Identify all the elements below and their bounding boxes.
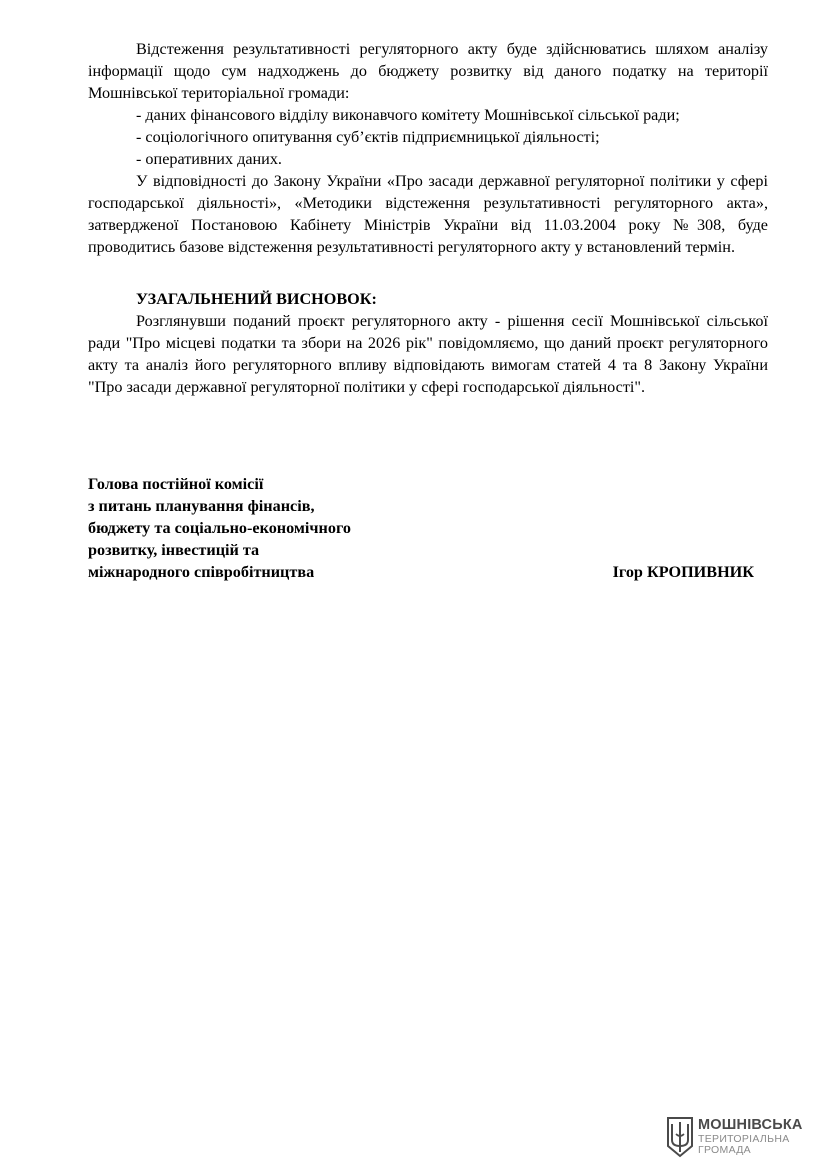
- signature-position-line: розвитку, інвестицій та: [88, 541, 260, 559]
- community-logo: [666, 1114, 816, 1160]
- logo-subtitle: ГРОМАДА: [698, 1144, 751, 1157]
- logo-title: МОШНІВСЬКА: [698, 1117, 803, 1134]
- source-item-operational-data: - оперативних даних.: [136, 150, 282, 168]
- conclusion-text: Розглянувши поданий проєкт регуляторного акту - рішення сесії Мошнівської сільської ради "Про місцеві податки та збори на 2026 рік" повідомляємо, що даний проєкт регуляторного акту та аналіз його регуляторного впливу відповідають вимогам статей 4 та 8 Закону України "Про засади державної регуляторної політики у сфері господарської діяльності".: [88, 312, 768, 396]
- signature-position-line: бюджету та соціально-економічного: [88, 519, 352, 537]
- source-item-financial-department: - даних фінансового відділу виконавчого комітету Мошнівської сільської ради;: [136, 106, 680, 124]
- signatory-name: Ігор КРОПИВНИК: [612, 563, 754, 581]
- law-reference-paragraph: У відповідності до Закону України «Про засади державної регуляторної політики у сфері господарської діяльності», «Методики відстеження результативності регуляторного акта», затвердженої Постановою Кабінету Міністрів України від 11.03.2004 року №308, буде проводитись базове відстеження результативності регуляторного акту у встановлений термін.: [88, 172, 768, 256]
- monitoring-paragraph: Відстеження результативності регуляторного акту буде здійснюватись шляхом аналізу інформації щодо сум надходжень до бюджету розвитку від даного податку на території Мошнівської територіальної громади:: [88, 40, 768, 102]
- signature-block: [88, 473, 754, 583]
- monitoring-section: [88, 38, 768, 258]
- signature-position-line: міжнародного співробітництва: [88, 563, 315, 581]
- signature-position-line: Голова постійної комісії: [88, 475, 264, 493]
- trident-emblem-icon: [666, 1116, 694, 1158]
- source-item-sociological-survey: - соціологічного опитування суб’єктів підприємницької діяльності;: [136, 128, 600, 146]
- logo-subtitle: ТЕРИТОРІАЛЬНА: [698, 1132, 790, 1145]
- conclusion-section: [88, 288, 768, 398]
- signature-position-line: з питань планування фінансів,: [88, 497, 315, 515]
- signature-final-row: [88, 561, 754, 583]
- logo-text: [698, 1118, 803, 1156]
- conclusion-heading: УЗАГАЛЬНЕНИЙ ВИСНОВОК:: [136, 290, 377, 308]
